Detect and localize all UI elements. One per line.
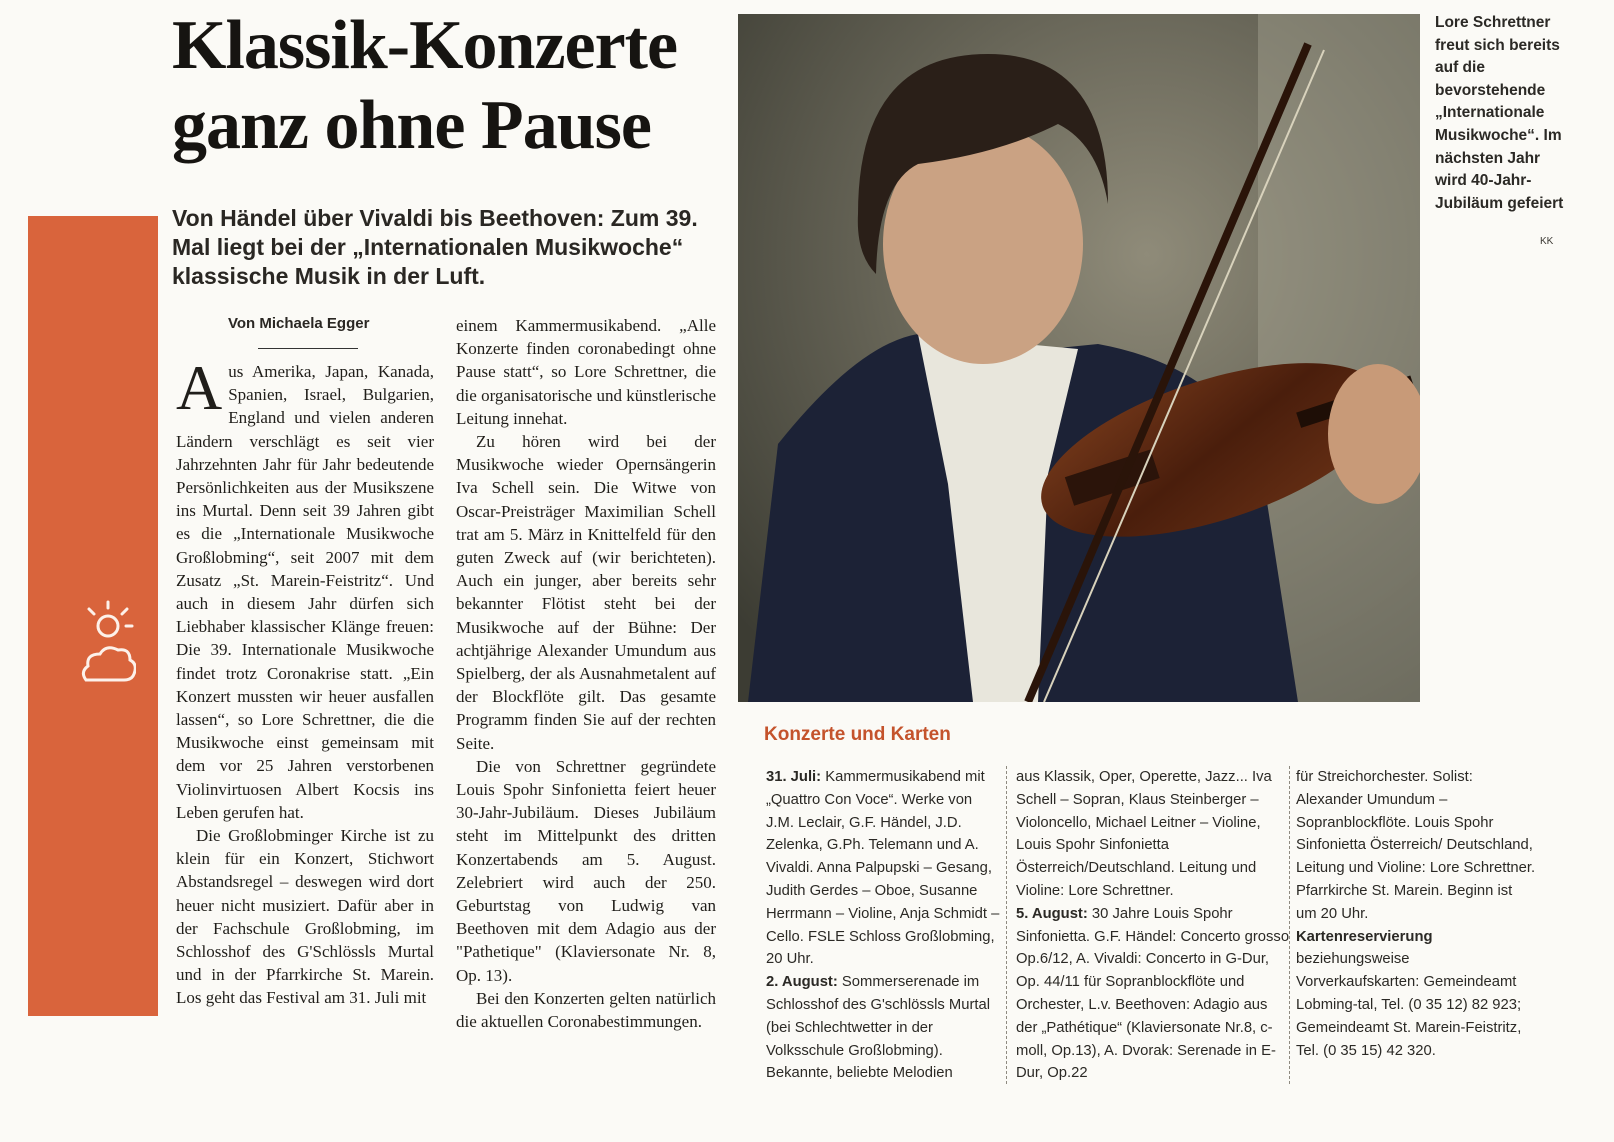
info-date: 5. August:	[1016, 905, 1088, 922]
bleed-through-right	[1420, 490, 1600, 610]
article-paragraph: Bei den Konzerten gelten natürlich die aktuellen Coronabestimmungen.	[456, 988, 716, 1032]
article-headline	[172, 6, 732, 166]
article-photo	[738, 14, 1420, 702]
article-paragraph: Die von Schrettner gegründete Louis Spohr Sinfonietta feiert heuer 30-Jahr-Jubiläum. Dieses Jubiläum steht im Mittelpunkt des dritten Konzertabends am 5. August. Zelebriert wird auch der 250. Geburtstag von Ludwig van Beethoven mit dem Adagio aus der "Pathetique" (Klaviersonate Nr. 8, Op. 13).	[456, 756, 716, 985]
column-divider	[1289, 766, 1290, 1084]
article-byline: Von Michaela Egger	[228, 315, 370, 332]
article-paragraph: einem Kammermusikabend. „Alle Konzerte finden coronabedingt ohne Pause statt“, so Lore Schrettner, die die organisatorische und künstlerische Leitung innehat.	[456, 316, 716, 428]
article-deck: Von Händel über Vivaldi bis Beethoven: Zum 39. Mal liegt bei der „Internationalen Musikwoche“ klassische Musik in der Luft.	[172, 205, 698, 289]
info-text: beziehungsweise Vorverkaufskarten: Gemeindeamt Lobming-tal, Tel. (0 35 12) 82 923; Gemeindeamt St. Marein-Feistritz, Tel. (0 35 15) 42 320.	[1296, 951, 1522, 1059]
article-paragraph: Die Großlobminger Kirche ist zu klein für ein Konzert, Stichwort Abstandsregel – deswegen wird dort heuer nicht musiziert. Dafür aber in der Fachschule Großlobming, im Schlosshof des G'Schlössls Murtal und in der Pfarrkirche St. Marein. Los geht das Festival am 31. Juli mit	[176, 826, 434, 1008]
info-box-title: Konzerte und Karten	[764, 724, 951, 745]
info-date: 31. Juli:	[766, 769, 822, 785]
dropcap: A	[176, 352, 223, 423]
weather-sun-cloud-icon	[78, 588, 136, 684]
headline-line1: Klassik-Konzerte	[172, 7, 678, 84]
info-subhead: Kartenreservierung	[1296, 928, 1433, 945]
violinist-photo	[738, 14, 1420, 702]
column-divider	[1006, 766, 1007, 1084]
article-paragraph: Zu hören wird bei der Musikwoche wieder Opernsängerin Iva Schell sein. Die Witwe von Oscar-Preisträger Maximilian Schell trat am 5. März in Knittelfeld für den guten Zweck auf (wir berichteten). Auch ein junger, aber bereits sehr bekannter Flötist steht bei der Musikwoche auf der Bühne: Der achtjährige Alexander Umundum aus Spielberg, der als Ausnahmetalent auf der Blockflöte gilt. Das gesamte Programm finden Sie auf der rechten Seite.	[456, 432, 716, 753]
info-text: Sommerserenade im Schlosshof des G'schlössls Murtal (bei Schlechtwetter in der Volksschule Großlobming). Bekannte, beliebte Melodien	[766, 974, 991, 1082]
info-date: 2. August:	[766, 974, 838, 991]
info-text: Kammermusikabend mit „Quattro Con Voce“. Werke von J.M. Leclair, G.F. Händel, J.D. Zelenka, G.Ph. Telemann und A. Vivaldi. Anna Palpupski – Gesang, Judith Gerdes – Oboe, Susanne Herrmann – Violine, Anja Schmidt – Cello. FSLE Schloss Großlobming, 20 Uhr.	[766, 769, 1000, 968]
info-column-3	[1296, 766, 1536, 1062]
article-column-2	[456, 314, 716, 1033]
info-text: für Streichorchester. Solist: Alexander Umundum – Sopranblockflöte. Louis Spohr Sinfonietta Österreich/ Deutschland, Leitung und Violine: Lore Schrettner. Pfarrkirche St. Marein. Beginn ist um 20 Uhr.	[1296, 769, 1536, 922]
info-column-2	[1016, 766, 1290, 1085]
info-column-1	[766, 766, 1000, 1085]
masthead-strip	[28, 216, 158, 1016]
article-column-1	[176, 352, 434, 1010]
info-text: 30 Jahre Louis Spohr Sinfonietta. G.F. Händel: Concerto grosso Op.6/12, A. Vivaldi: Concerto in G-Dur, Op. 44/11 für Sopranblockflöte und Orchester, L.v. Beethoven: Adagio aus der „Pathétique“ (Klaviersonate Nr.8, c-moll, Op.13), A. Dvorak: Serenade in E- Dur, Op.22	[1016, 905, 1290, 1082]
photo-caption: Lore Schrettner freut sich bereits auf die bevorstehende „Internationale Musikwoche“. Im nächsten Jahr wird 40-Jahr-Jubiläum gefeiert	[1435, 14, 1564, 212]
photo-credit: KK	[1540, 236, 1554, 247]
headline-line2: ganz ohne Pause	[172, 87, 651, 164]
article-paragraph: Aus Amerika, Japan, Kanada, Spanien, Israel, Bulgarien, England und vielen anderen Ländern verschlägt es seit vier Jahrzehnten Jahr für Jahr bedeutende Persönlichkeiten aus der Musikszene ins Murtal. Denn seit 39 Jahren gibt es die „Internationale Musikwoche Großlobming“, seit 2007 mit dem Zusatz „St. Marein-Feistritz“. Und auch in diesem Jahr dürfen sich Liebhaber klassischer Klänge freuen: Die 39. Internationale Musikwoche findet trotz Coronakrise statt. „Ein Konzert mussten wir heuer ausfallen lassen“, so Lore Schrettner, die die Musikwoche einst gemeinsam mit dem vor 25 Jahren verstorbenen Violinvirtuosen Albert Kocsis ins Leben gerufen hat.	[176, 352, 434, 822]
info-text: aus Klassik, Oper, Operette, Jazz... Iva Schell – Sopran, Klaus Steinberger – Violoncello, Michael Leitner – Violine, Louis Spohr Sinfonietta Österreich/Deutschland. Leitung und Violine: Lore Schrettner.	[1016, 769, 1272, 899]
byline-rule	[258, 348, 358, 349]
